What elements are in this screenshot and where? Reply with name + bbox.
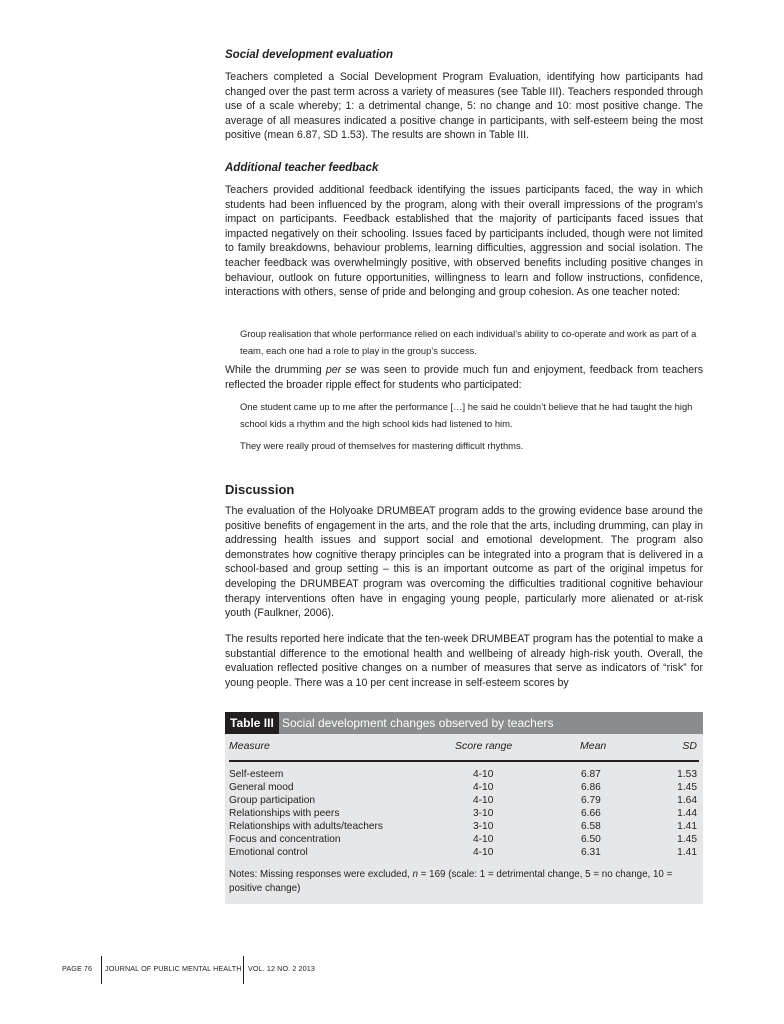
- table-title-bar: [225, 712, 703, 734]
- section-heading-social-development: Social development evaluation: [225, 49, 394, 61]
- table-cell-range: 4-10: [473, 834, 494, 845]
- text-run: was seen to provide much fun and enjoyment, feedback from teachers reflected the broader ripple effect for students who participated:: [225, 364, 703, 391]
- column-header-measure: Measure: [229, 740, 270, 752]
- table-cell-sd: 1.53: [677, 769, 697, 780]
- table-social-development: [225, 712, 703, 904]
- footer-page-number: PAGE 76: [62, 964, 93, 973]
- table-cell-sd: 1.44: [677, 808, 697, 819]
- table-cell-range: 3-10: [473, 821, 494, 832]
- table-cell-range: 4-10: [473, 847, 494, 858]
- table-cell-measure: Self-esteem: [229, 769, 284, 780]
- paragraph-ripple-effect: [225, 363, 703, 392]
- table-header-rule: [229, 760, 699, 762]
- column-header-score-range: Score range: [455, 740, 513, 752]
- footer-divider: [101, 956, 102, 984]
- table-cell-mean: 6.50: [581, 834, 601, 845]
- paragraph-discussion-1: The evaluation of the Holyoake DRUMBEAT program adds to the growing evidence base around the positive benefits of engagement in the arts, and the role that the arts, including drumming, can play in addressing health issues and support social and emotional development. The program also demonstrates how cognitive therapy principles can be integrated into a program that is delivered in a school-based and group setting – this is an important outcome as part of the original impetus for developing the DRUMBEAT program was overcoming the difficulties traditional cognitive behaviour therapy interventions often have in engaging young people, particularly more alienated or at-risk youth (Faulkner, 2006).: [225, 505, 703, 620]
- table-cell-measure: Group participation: [229, 795, 316, 806]
- table-cell-range: 4-10: [473, 782, 494, 793]
- table-caption: Social development changes observed by teachers: [282, 716, 554, 730]
- table-cell-range: 4-10: [473, 769, 494, 780]
- notes-text: = 169 (scale: 1 = detrimental change, 5 = no change, 10 = positive change): [229, 869, 673, 894]
- table-cell-measure: General mood: [229, 782, 294, 793]
- table-cell-measure: Emotional control: [229, 847, 308, 858]
- paragraph-teacher-feedback: Teachers provided additional feedback identifying the issues participants faced, the way in which students had been influenced by the program, along with their overall impressions of the program’s impact on participants. Feedback established that the majority of participants faced issues that impacted negatively on their schooling. Issues faced by participants included, though were not limited to family breakdowns, behaviour problems, learning difficulties, aggression and social isolation. The teacher feedback was overwhelmingly positive, with observed benefits including positive changes in behaviour, outlook on future opportunities, willingness to learn and follow instructions, confidence, interactions with others, sense of pride and belonging and group cohesion. As one teacher noted:: [225, 184, 703, 299]
- table-cell-sd: 1.41: [677, 821, 697, 832]
- table-cell-sd: 1.64: [677, 795, 697, 806]
- table-cell-measure: Relationships with peers: [229, 808, 340, 819]
- column-header-mean: Mean: [580, 740, 607, 752]
- table-cell-mean: 6.86: [581, 782, 601, 793]
- block-quote: They were really proud of themselves for mastering difficult rhythms.: [240, 440, 524, 451]
- table-cell-sd: 1.41: [677, 847, 697, 858]
- table-cell-mean: 6.31: [581, 847, 601, 858]
- table-cell-mean: 6.66: [581, 808, 601, 819]
- block-quote: One student came up to me after the performance […] he said he couldn’t believe that he had taught the high school kids a rhythm and the high school kids had listened to him.: [240, 401, 693, 429]
- table-cell-sd: 1.45: [677, 782, 697, 793]
- footer-divider: [243, 956, 244, 984]
- table-cell-mean: 6.58: [581, 821, 601, 832]
- notes-text: Notes: Missing responses were excluded,: [229, 869, 413, 880]
- italic-term: per se: [325, 364, 357, 376]
- table-notes: [229, 868, 689, 895]
- text-run: While the drumming: [225, 364, 326, 376]
- paragraph-discussion-2: The results reported here indicate that the ten-week DRUMBEAT program has the potential to make a substantial difference to the emotional health and wellbeing of already high-risk youth. Overall, the evaluation reflected positive changes on a number of measures that serve as indicators of “risk” for young people. There was a 10 per cent increase in self-esteem scores by: [225, 633, 703, 689]
- table-cell-range: 4-10: [473, 795, 494, 806]
- table-cell-measure: Relationships with adults/teachers: [229, 821, 384, 832]
- table-cell-range: 3-10: [473, 808, 494, 819]
- section-heading-discussion: Discussion: [225, 482, 295, 497]
- footer-journal-name: JOURNAL OF PUBLIC MENTAL HEALTH: [105, 964, 242, 973]
- table-cell-mean: 6.79: [581, 795, 601, 806]
- block-quote: Group realisation that whole performance relied on each individual’s ability to co-operate and work as part of a team, each one had a role to play in the group’s success.: [240, 328, 697, 356]
- footer-volume: VOL. 12 NO. 2 2013: [248, 964, 315, 973]
- notes-variable: n: [412, 869, 418, 880]
- section-heading-teacher-feedback: Additional teacher feedback: [225, 162, 379, 174]
- table-cell-mean: 6.87: [581, 769, 601, 780]
- table-cell-sd: 1.45: [677, 834, 697, 845]
- paragraph-social-development: Teachers completed a Social Development Program Evaluation, identifying how participants had changed over the past term across a variety of measures (see Table III). Teachers responded through use of a scale whereby; 1: a detrimental change, 5: no change and 10: most positive change. The average of all measures indicated a positive change in participants, with self-esteem being the most positive (mean 6.87, SD 1.53). The results are shown in Table III.: [225, 71, 703, 142]
- table-cell-measure: Focus and concentration: [229, 834, 341, 845]
- column-header-sd: SD: [682, 740, 697, 752]
- table-label: Table III: [225, 712, 279, 734]
